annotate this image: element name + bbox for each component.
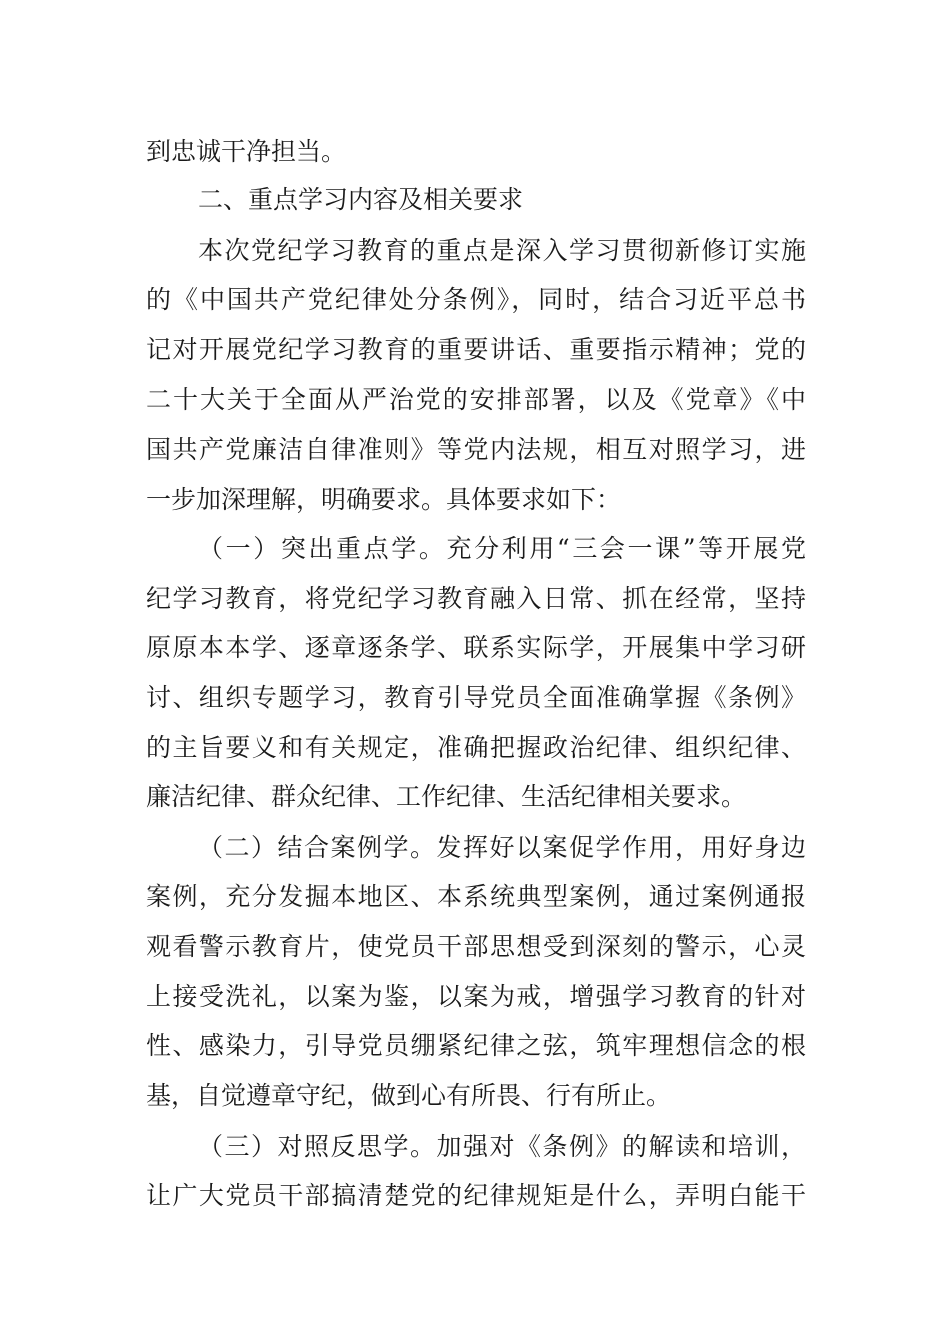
text-line: 国共产党廉洁自律准则》等党内法规，相互对照学习，进	[146, 435, 806, 464]
text-line: 本次党纪学习教育的重点是深入学习贯彻新修订实施	[198, 236, 806, 265]
text-line: 基，自觉遵章守纪，做到心有所畏、行有所止。	[146, 1081, 672, 1110]
text-line: 记对开展党纪学习教育的重要讲话、重要指示精神；党的	[146, 335, 806, 364]
text-line: 廉洁纪律、群众纪律、工作纪律、生活纪律相关要求。	[146, 782, 747, 811]
text-line: 观看警示教育片，使党员干部思想受到深刻的警示，心灵	[146, 932, 806, 961]
text-line: 讨、组织专题学习，教育引导党员全面准确掌握《条例》	[146, 683, 806, 712]
text-line: 案例，充分发掘本地区、本系统典型案例，通过案例通报	[146, 882, 806, 911]
subsection-line: （二）结合案例学。发挥好以案促学作用，用好身边	[198, 833, 806, 862]
text-line: 原原本本学、逐章逐条学、联系实际学，开展集中学习研	[146, 633, 806, 662]
text-line: 二十大关于全面从严治党的安排部署，以及《党章》《中	[146, 385, 806, 414]
text-line: 到忠诚干净担当。	[146, 137, 347, 166]
text-line: 一步加深理解，明确要求。具体要求如下：	[146, 485, 622, 514]
subsection-line: （三）对照反思学。加强对《条例》的解读和培训，	[198, 1132, 806, 1161]
text-line: 纪学习教育，将党纪学习教育融入日常、抓在经常，坚持	[146, 584, 806, 613]
section-heading: 二、重点学习内容及相关要求	[198, 185, 524, 214]
text-line: 的主旨要义和有关规定，准确把握政治纪律、组织纪律、	[146, 733, 806, 762]
text-line: 让广大党员干部搞清楚党的纪律规矩是什么，弄明白能干	[146, 1181, 806, 1210]
subsection-line: （一）突出重点学。充分利用“三会一课”等开展党	[198, 534, 806, 563]
text-line: 上接受洗礼，以案为鉴，以案为戒，增强学习教育的针对	[146, 982, 806, 1011]
text-line: 性、感染力，引导党员绷紧纪律之弦，筑牢理想信念的根	[146, 1031, 806, 1060]
text-line: 的《中国共产党纪律处分条例》，同时，结合习近平总书	[146, 285, 806, 314]
